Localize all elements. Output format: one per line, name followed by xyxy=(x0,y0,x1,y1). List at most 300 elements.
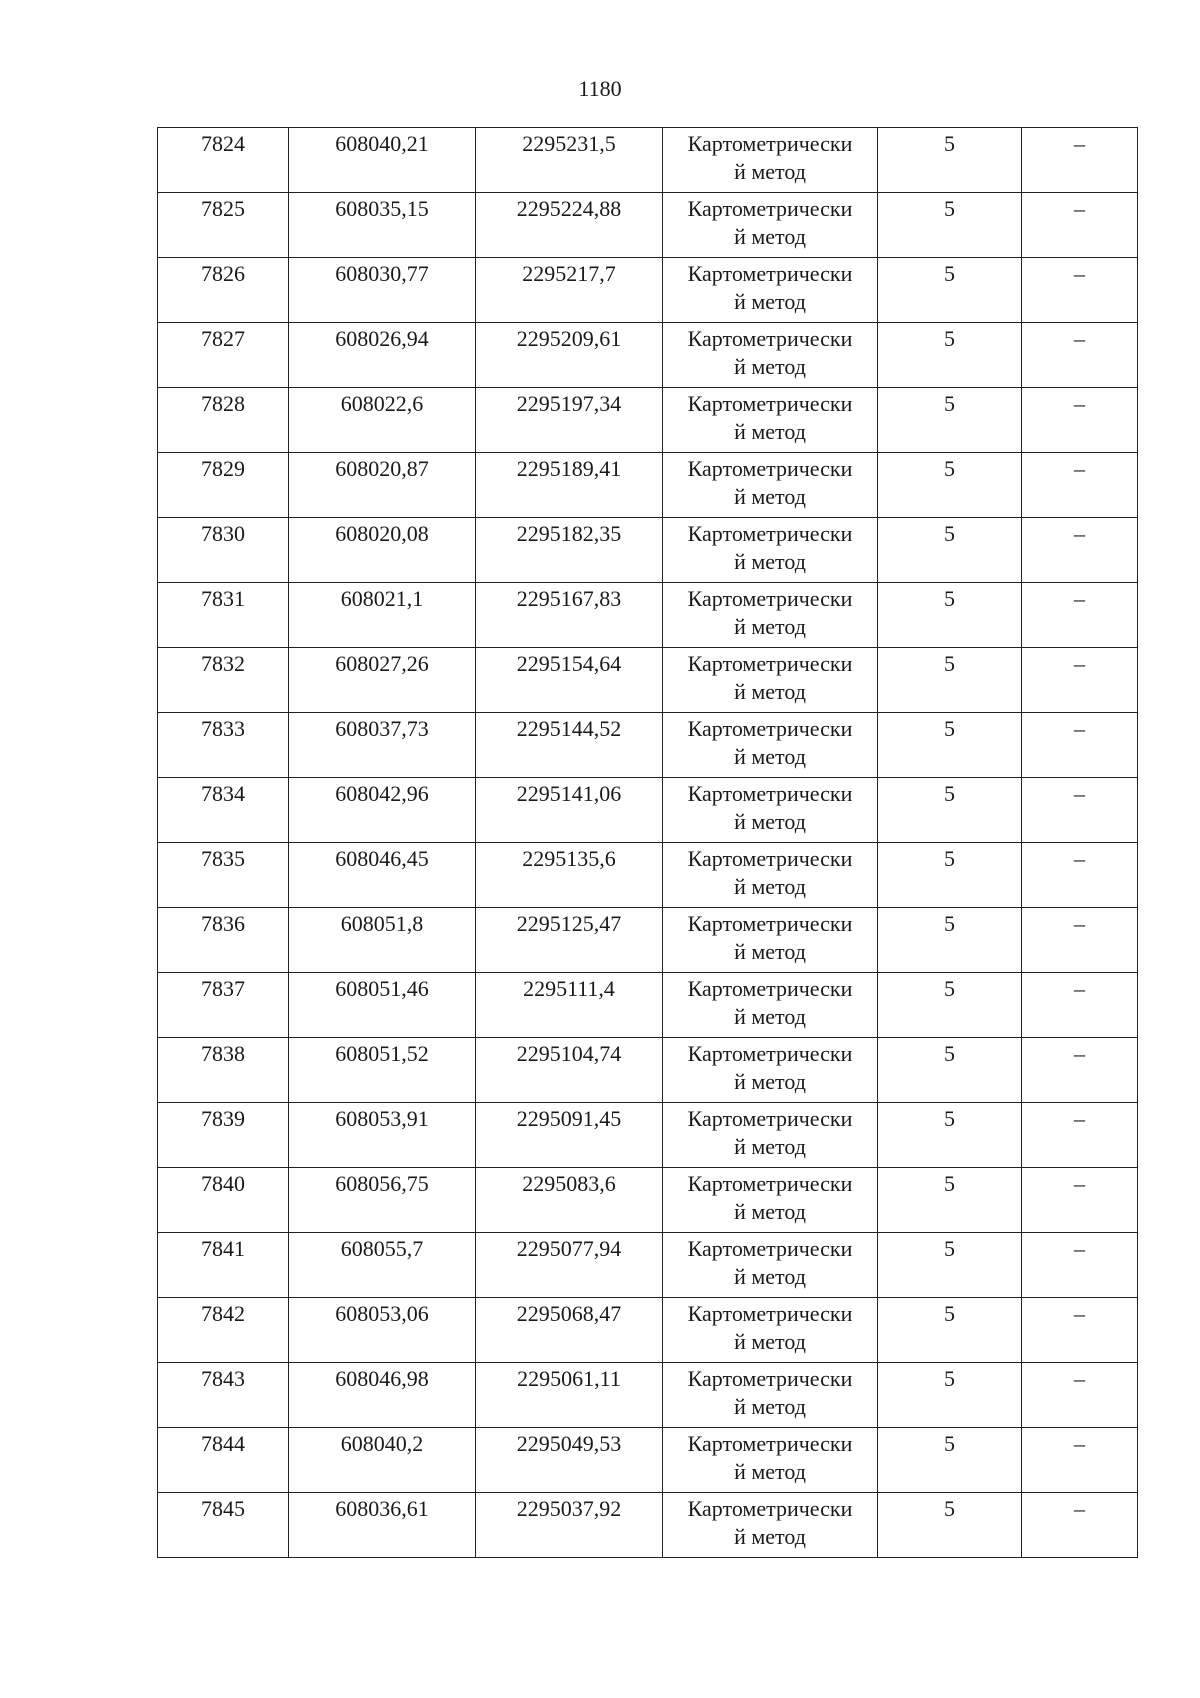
table-row xyxy=(158,1298,1138,1363)
method-line-2: й метод xyxy=(734,614,806,639)
table-row xyxy=(158,648,1138,713)
accuracy-value: 5 xyxy=(944,456,955,481)
method-cell xyxy=(663,713,878,778)
note-value: – xyxy=(1074,586,1085,611)
point-number-cell xyxy=(158,388,289,453)
method-line-2: й метод xyxy=(734,484,806,509)
method-line-1: Картометрически xyxy=(687,846,853,871)
method-line-2: й метод xyxy=(734,744,806,769)
accuracy-cell xyxy=(878,843,1022,908)
x-coordinate: 608037,73 xyxy=(335,716,429,741)
table-row xyxy=(158,193,1138,258)
method-line-1: Картометрически xyxy=(687,1171,853,1196)
note-cell xyxy=(1022,193,1138,258)
method-cell xyxy=(663,1298,878,1363)
note-value: – xyxy=(1074,1301,1085,1326)
accuracy-cell xyxy=(878,713,1022,778)
accuracy-value: 5 xyxy=(944,1366,955,1391)
accuracy-value: 5 xyxy=(944,586,955,611)
point-number-cell xyxy=(158,1038,289,1103)
note-value: – xyxy=(1074,1106,1085,1131)
table-row xyxy=(158,843,1138,908)
note-value: – xyxy=(1074,911,1085,936)
accuracy-value: 5 xyxy=(944,846,955,871)
point-number: 7832 xyxy=(201,651,245,676)
y-coordinate: 2295167,83 xyxy=(516,586,622,611)
note-value: – xyxy=(1074,1041,1085,1066)
y-coordinate-cell xyxy=(476,518,663,583)
y-coordinate: 2295104,74 xyxy=(516,1041,622,1066)
method-line-1: Картометрически xyxy=(687,1236,853,1261)
accuracy-value: 5 xyxy=(944,196,955,221)
method-line-1: Картометрически xyxy=(687,781,853,806)
x-coordinate: 608021,1 xyxy=(340,586,424,611)
accuracy-value: 5 xyxy=(944,521,955,546)
point-number: 7834 xyxy=(201,781,245,806)
method-line-2: й метод xyxy=(734,549,806,574)
note-cell xyxy=(1022,713,1138,778)
y-coordinate: 2295125,47 xyxy=(516,911,622,936)
note-cell xyxy=(1022,1038,1138,1103)
method-cell xyxy=(663,453,878,518)
method-line-1: Картометрически xyxy=(687,261,853,286)
y-coordinate: 2295154,64 xyxy=(516,651,622,676)
y-coordinate-cell xyxy=(476,323,663,388)
accuracy-cell xyxy=(878,388,1022,453)
method-cell xyxy=(663,258,878,323)
x-coordinate-cell xyxy=(289,128,476,193)
method-line-2: й метод xyxy=(734,1134,806,1159)
x-coordinate-cell xyxy=(289,1298,476,1363)
accuracy-value: 5 xyxy=(944,1041,955,1066)
x-coordinate: 608042,96 xyxy=(335,781,429,806)
accuracy-value: 5 xyxy=(944,391,955,416)
point-number-cell xyxy=(158,1103,289,1168)
y-coordinate: 2295189,41 xyxy=(516,456,622,481)
table-row xyxy=(158,1168,1138,1233)
y-coordinate-cell xyxy=(476,843,663,908)
method-line-2: й метод xyxy=(734,1264,806,1289)
accuracy-cell xyxy=(878,518,1022,583)
point-number: 7845 xyxy=(201,1496,245,1521)
accuracy-value: 5 xyxy=(944,1106,955,1131)
table-row xyxy=(158,453,1138,518)
note-value: – xyxy=(1074,846,1085,871)
y-coordinate: 2295083,6 xyxy=(522,1171,616,1196)
point-number-cell xyxy=(158,778,289,843)
x-coordinate: 608056,75 xyxy=(335,1171,429,1196)
y-coordinate: 2295209,61 xyxy=(516,326,622,351)
y-coordinate: 2295037,92 xyxy=(516,1496,622,1521)
method-line-1: Картометрически xyxy=(687,1496,853,1521)
table-row xyxy=(158,323,1138,388)
y-coordinate-cell xyxy=(476,1493,663,1558)
note-cell xyxy=(1022,648,1138,713)
accuracy-cell xyxy=(878,583,1022,648)
method-line-2: й метод xyxy=(734,1394,806,1419)
point-number: 7835 xyxy=(201,846,245,871)
accuracy-cell xyxy=(878,323,1022,388)
table-row xyxy=(158,518,1138,583)
method-line-1: Картометрически xyxy=(687,716,853,741)
point-number: 7830 xyxy=(201,521,245,546)
note-value: – xyxy=(1074,131,1085,156)
point-number-cell xyxy=(158,648,289,713)
note-cell xyxy=(1022,323,1138,388)
y-coordinate-cell xyxy=(476,1103,663,1168)
method-line-1: Картометрически xyxy=(687,651,853,676)
note-cell xyxy=(1022,1298,1138,1363)
point-number: 7842 xyxy=(201,1301,245,1326)
page-number: 1180 xyxy=(578,76,622,101)
y-coordinate-cell xyxy=(476,583,663,648)
y-coordinate-cell xyxy=(476,1038,663,1103)
note-cell xyxy=(1022,258,1138,323)
method-line-1: Картометрически xyxy=(687,196,853,221)
point-number-cell xyxy=(158,1233,289,1298)
accuracy-cell xyxy=(878,1363,1022,1428)
accuracy-cell xyxy=(878,193,1022,258)
y-coordinate: 2295068,47 xyxy=(516,1301,622,1326)
method-cell xyxy=(663,1038,878,1103)
table-row xyxy=(158,908,1138,973)
method-cell xyxy=(663,193,878,258)
note-value: – xyxy=(1074,326,1085,351)
accuracy-value: 5 xyxy=(944,1431,955,1456)
x-coordinate-cell xyxy=(289,1103,476,1168)
y-coordinate-cell xyxy=(476,973,663,1038)
accuracy-value: 5 xyxy=(944,326,955,351)
x-coordinate-cell xyxy=(289,1233,476,1298)
note-cell xyxy=(1022,778,1138,843)
y-coordinate: 2295141,06 xyxy=(516,781,622,806)
y-coordinate-cell xyxy=(476,908,663,973)
point-number-cell xyxy=(158,323,289,388)
method-line-1: Картометрически xyxy=(687,1301,853,1326)
accuracy-value: 5 xyxy=(944,1301,955,1326)
x-coordinate-cell xyxy=(289,453,476,518)
method-line-2: й метод xyxy=(734,1329,806,1354)
x-coordinate: 608040,2 xyxy=(340,1431,424,1456)
note-value: – xyxy=(1074,976,1085,1001)
point-number: 7841 xyxy=(201,1236,245,1261)
y-coordinate-cell xyxy=(476,258,663,323)
method-cell xyxy=(663,778,878,843)
note-value: – xyxy=(1074,261,1085,286)
accuracy-value: 5 xyxy=(944,131,955,156)
point-number: 7824 xyxy=(201,131,245,156)
table-row xyxy=(158,1493,1138,1558)
method-line-2: й метод xyxy=(734,159,806,184)
table-row xyxy=(158,1428,1138,1493)
point-number: 7843 xyxy=(201,1366,245,1391)
method-cell xyxy=(663,908,878,973)
method-line-2: й метод xyxy=(734,1524,806,1549)
x-coordinate-cell xyxy=(289,713,476,778)
x-coordinate-cell xyxy=(289,648,476,713)
note-value: – xyxy=(1074,1496,1085,1521)
table-row xyxy=(158,128,1138,193)
note-value: – xyxy=(1074,456,1085,481)
note-value: – xyxy=(1074,196,1085,221)
note-cell xyxy=(1022,843,1138,908)
y-coordinate: 2295224,88 xyxy=(516,196,622,221)
point-number-cell xyxy=(158,908,289,973)
point-number: 7828 xyxy=(201,391,245,416)
note-value: – xyxy=(1074,1171,1085,1196)
x-coordinate-cell xyxy=(289,778,476,843)
point-number-cell xyxy=(158,518,289,583)
method-line-1: Картометрически xyxy=(687,391,853,416)
accuracy-cell xyxy=(878,258,1022,323)
method-cell xyxy=(663,1233,878,1298)
accuracy-value: 5 xyxy=(944,781,955,806)
note-cell xyxy=(1022,1103,1138,1168)
y-coordinate-cell xyxy=(476,1233,663,1298)
method-line-2: й метод xyxy=(734,679,806,704)
point-number: 7837 xyxy=(201,976,245,1001)
table-row xyxy=(158,1038,1138,1103)
method-line-2: й метод xyxy=(734,1004,806,1029)
point-number: 7839 xyxy=(201,1106,245,1131)
method-line-1: Картометрически xyxy=(687,131,853,156)
x-coordinate-cell xyxy=(289,388,476,453)
accuracy-cell xyxy=(878,1168,1022,1233)
point-number-cell xyxy=(158,128,289,193)
method-line-1: Картометрически xyxy=(687,1106,853,1131)
accuracy-cell xyxy=(878,1493,1022,1558)
x-coordinate: 608051,8 xyxy=(340,911,424,936)
accuracy-cell xyxy=(878,1103,1022,1168)
table-row xyxy=(158,778,1138,843)
method-cell xyxy=(663,323,878,388)
y-coordinate-cell xyxy=(476,1363,663,1428)
accuracy-cell xyxy=(878,648,1022,713)
method-line-2: й метод xyxy=(734,224,806,249)
note-value: – xyxy=(1074,1236,1085,1261)
accuracy-cell xyxy=(878,1428,1022,1493)
point-number: 7827 xyxy=(201,326,245,351)
note-value: – xyxy=(1074,651,1085,676)
x-coordinate-cell xyxy=(289,1168,476,1233)
method-line-2: й метод xyxy=(734,1199,806,1224)
y-coordinate: 2295144,52 xyxy=(516,716,622,741)
point-number-cell xyxy=(158,1168,289,1233)
accuracy-cell xyxy=(878,908,1022,973)
note-cell xyxy=(1022,1428,1138,1493)
point-number-cell xyxy=(158,843,289,908)
point-number-cell xyxy=(158,1428,289,1493)
note-cell xyxy=(1022,128,1138,193)
method-cell xyxy=(663,1493,878,1558)
x-coordinate: 608030,77 xyxy=(335,261,429,286)
note-cell xyxy=(1022,1233,1138,1298)
point-number: 7831 xyxy=(201,586,245,611)
method-line-2: й метод xyxy=(734,289,806,314)
x-coordinate: 608051,46 xyxy=(335,976,429,1001)
method-cell xyxy=(663,1363,878,1428)
note-value: – xyxy=(1074,391,1085,416)
method-cell xyxy=(663,1168,878,1233)
method-cell xyxy=(663,388,878,453)
x-coordinate: 608046,98 xyxy=(335,1366,429,1391)
method-line-1: Картометрически xyxy=(687,1366,853,1391)
x-coordinate: 608020,87 xyxy=(335,456,429,481)
point-number-cell xyxy=(158,583,289,648)
point-number: 7833 xyxy=(201,716,245,741)
method-line-2: й метод xyxy=(734,939,806,964)
accuracy-value: 5 xyxy=(944,261,955,286)
point-number-cell xyxy=(158,1363,289,1428)
method-cell xyxy=(663,648,878,713)
y-coordinate: 2295135,6 xyxy=(522,846,616,871)
x-coordinate: 608053,06 xyxy=(335,1301,429,1326)
x-coordinate: 608026,94 xyxy=(335,326,429,351)
accuracy-cell xyxy=(878,128,1022,193)
note-value: – xyxy=(1074,1366,1085,1391)
accuracy-cell xyxy=(878,1038,1022,1103)
y-coordinate: 2295217,7 xyxy=(522,261,616,286)
note-cell xyxy=(1022,388,1138,453)
point-number: 7836 xyxy=(201,911,245,936)
y-coordinate: 2295061,11 xyxy=(517,1366,621,1391)
accuracy-value: 5 xyxy=(944,911,955,936)
accuracy-value: 5 xyxy=(944,1496,955,1521)
note-value: – xyxy=(1074,716,1085,741)
y-coordinate-cell xyxy=(476,648,663,713)
x-coordinate-cell xyxy=(289,973,476,1038)
x-coordinate-cell xyxy=(289,323,476,388)
y-coordinate-cell xyxy=(476,193,663,258)
method-cell xyxy=(663,583,878,648)
y-coordinate: 2295091,45 xyxy=(516,1106,622,1131)
point-number-cell xyxy=(158,1298,289,1363)
point-number: 7840 xyxy=(201,1171,245,1196)
accuracy-value: 5 xyxy=(944,976,955,1001)
method-cell xyxy=(663,1103,878,1168)
table-row xyxy=(158,973,1138,1038)
x-coordinate: 608055,7 xyxy=(340,1236,424,1261)
note-cell xyxy=(1022,973,1138,1038)
note-cell xyxy=(1022,1493,1138,1558)
x-coordinate-cell xyxy=(289,258,476,323)
note-cell xyxy=(1022,1168,1138,1233)
point-number-cell xyxy=(158,258,289,323)
y-coordinate-cell xyxy=(476,778,663,843)
method-line-2: й метод xyxy=(734,1069,806,1094)
note-cell xyxy=(1022,583,1138,648)
point-number: 7829 xyxy=(201,456,245,481)
method-cell xyxy=(663,973,878,1038)
y-coordinate: 2295049,53 xyxy=(516,1431,622,1456)
x-coordinate-cell xyxy=(289,518,476,583)
y-coordinate: 2295231,5 xyxy=(522,131,616,156)
table-row xyxy=(158,388,1138,453)
coordinates-table-body xyxy=(158,128,1138,1558)
table-row xyxy=(158,1233,1138,1298)
note-cell xyxy=(1022,518,1138,583)
x-coordinate-cell xyxy=(289,1363,476,1428)
accuracy-cell xyxy=(878,1298,1022,1363)
method-line-2: й метод xyxy=(734,809,806,834)
method-line-1: Картометрически xyxy=(687,586,853,611)
x-coordinate-cell xyxy=(289,583,476,648)
method-line-2: й метод xyxy=(734,419,806,444)
point-number-cell xyxy=(158,453,289,518)
table-row xyxy=(158,713,1138,778)
method-cell xyxy=(663,128,878,193)
y-coordinate-cell xyxy=(476,1168,663,1233)
method-line-1: Картометрически xyxy=(687,1041,853,1066)
y-coordinate-cell xyxy=(476,1428,663,1493)
accuracy-value: 5 xyxy=(944,1236,955,1261)
method-line-2: й метод xyxy=(734,1459,806,1484)
point-number: 7826 xyxy=(201,261,245,286)
point-number-cell xyxy=(158,713,289,778)
y-coordinate: 2295197,34 xyxy=(516,391,622,416)
x-coordinate-cell xyxy=(289,1038,476,1103)
coordinates-table xyxy=(157,127,1138,1558)
x-coordinate-cell xyxy=(289,1428,476,1493)
point-number-cell xyxy=(158,193,289,258)
x-coordinate: 608046,45 xyxy=(335,846,429,871)
table-row xyxy=(158,1103,1138,1168)
x-coordinate: 608053,91 xyxy=(335,1106,429,1131)
method-cell xyxy=(663,843,878,908)
table-row xyxy=(158,1363,1138,1428)
table-row xyxy=(158,583,1138,648)
method-line-1: Картометрически xyxy=(687,911,853,936)
y-coordinate: 2295077,94 xyxy=(516,1236,622,1261)
x-coordinate: 608035,15 xyxy=(335,196,429,221)
y-coordinate-cell xyxy=(476,388,663,453)
method-line-1: Картометрически xyxy=(687,326,853,351)
x-coordinate: 608051,52 xyxy=(335,1041,429,1066)
method-line-1: Картометрически xyxy=(687,521,853,546)
x-coordinate-cell xyxy=(289,908,476,973)
y-coordinate: 2295111,4 xyxy=(523,976,615,1001)
x-coordinate: 608020,08 xyxy=(335,521,429,546)
accuracy-cell xyxy=(878,973,1022,1038)
x-coordinate-cell xyxy=(289,193,476,258)
point-number-cell xyxy=(158,1493,289,1558)
x-coordinate-cell xyxy=(289,1493,476,1558)
x-coordinate: 608040,21 xyxy=(335,131,429,156)
note-cell xyxy=(1022,1363,1138,1428)
method-cell xyxy=(663,1428,878,1493)
method-line-2: й метод xyxy=(734,874,806,899)
note-value: – xyxy=(1074,1431,1085,1456)
method-line-1: Картометрически xyxy=(687,1431,853,1456)
note-value: – xyxy=(1074,781,1085,806)
point-number: 7844 xyxy=(201,1431,245,1456)
x-coordinate-cell xyxy=(289,843,476,908)
accuracy-cell xyxy=(878,1233,1022,1298)
method-cell xyxy=(663,518,878,583)
method-line-1: Картометрически xyxy=(687,976,853,1001)
note-cell xyxy=(1022,908,1138,973)
note-value: – xyxy=(1074,521,1085,546)
x-coordinate: 608036,61 xyxy=(335,1496,429,1521)
table-row xyxy=(158,258,1138,323)
y-coordinate-cell xyxy=(476,128,663,193)
note-cell xyxy=(1022,453,1138,518)
point-number: 7825 xyxy=(201,196,245,221)
x-coordinate: 608022,6 xyxy=(340,391,424,416)
method-line-2: й метод xyxy=(734,354,806,379)
point-number: 7838 xyxy=(201,1041,245,1066)
accuracy-value: 5 xyxy=(944,716,955,741)
